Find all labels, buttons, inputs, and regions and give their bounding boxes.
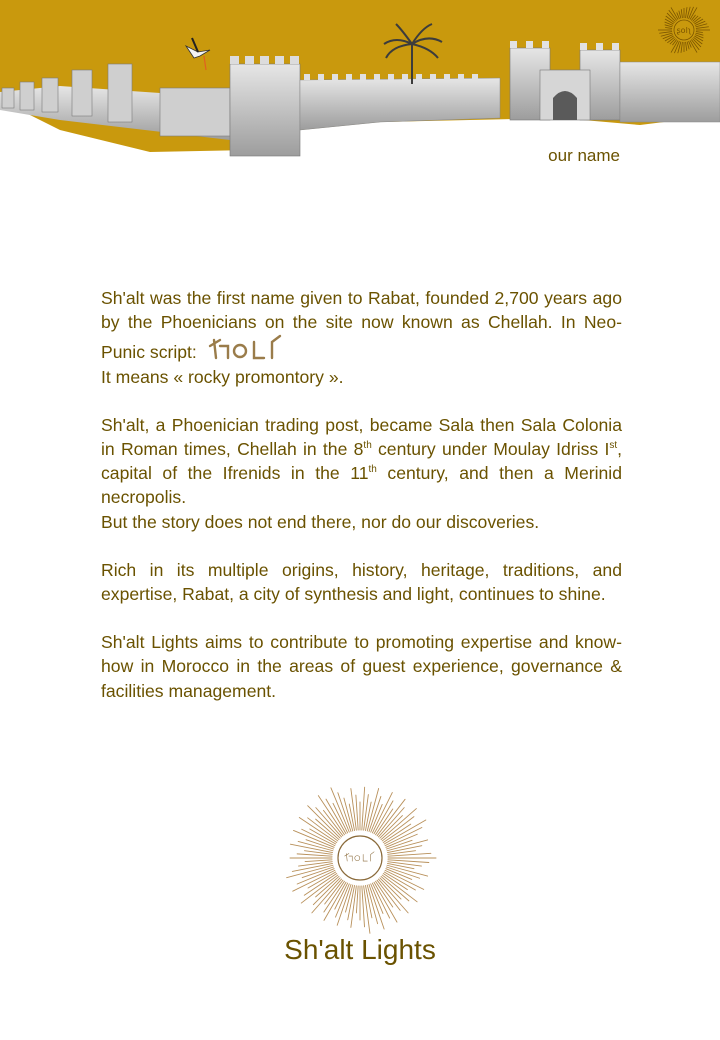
sunburst-ray — [335, 883, 348, 909]
sunburst-ray — [380, 816, 403, 839]
sunburst-logo-icon — [280, 778, 440, 938]
superscript-th-2: th — [368, 464, 377, 476]
body-text — [101, 286, 622, 727]
paragraph-rabat: Rich in its multiple origins, history, heritage, traditions, and expertise, Rabat, a city of synthesis and light, continues to shine. — [101, 559, 622, 605]
sunburst-ray — [356, 795, 358, 830]
header-banner — [0, 0, 720, 160]
sunburst-ray — [356, 886, 358, 913]
svg-text:ʂolʅ: ʂolʅ — [676, 26, 692, 35]
paragraph-mission: Sh'alt Lights aims to contribute to promoting expertise and know-how in Morocco in the areas of guest experience, governance & facilities management. — [101, 632, 622, 701]
paragraph-history-part2: century under Moulay Idriss I — [371, 439, 610, 460]
neo-punic-shalt-glyph — [206, 334, 286, 362]
paragraph-history-part4: century, and then a Merinid necropolis. — [101, 463, 622, 508]
paragraph-history-closing: But the story does not end there, nor do our discoveries. — [101, 511, 540, 532]
paragraph-origin-text: Sh'alt was the first name given to Rabat, founded 2,700 years ago by the Phoenicians on the site now known as Chellah. In Neo-Punic script: — [101, 288, 622, 363]
sunburst-ray — [364, 795, 369, 831]
superscript-st: st — [609, 440, 618, 452]
sunburst-ray — [297, 854, 332, 856]
paragraph-history — [101, 413, 622, 534]
paragraph-history-part1: Sh'alt, a Phoenician trading post, became Sala then Sala Colonia in Roman times, Chellah in the 8 — [101, 414, 622, 460]
sunburst-ray — [299, 862, 333, 866]
paragraph-origin — [101, 286, 622, 389]
section-title: our name — [548, 146, 620, 165]
sunburst-ray — [388, 862, 422, 866]
paragraph-history-part3: , capital of the Ifrenids in the 11 — [101, 439, 622, 484]
paragraph-origin-meaning: It means « rocky promontory ». — [101, 366, 344, 387]
sunburst-ray — [305, 860, 332, 862]
brand-name: Sh'alt Lights — [284, 934, 436, 965]
sunburst-ray — [331, 788, 349, 832]
superscript-th-1: th — [363, 440, 372, 452]
sunburst-ray — [304, 874, 336, 896]
